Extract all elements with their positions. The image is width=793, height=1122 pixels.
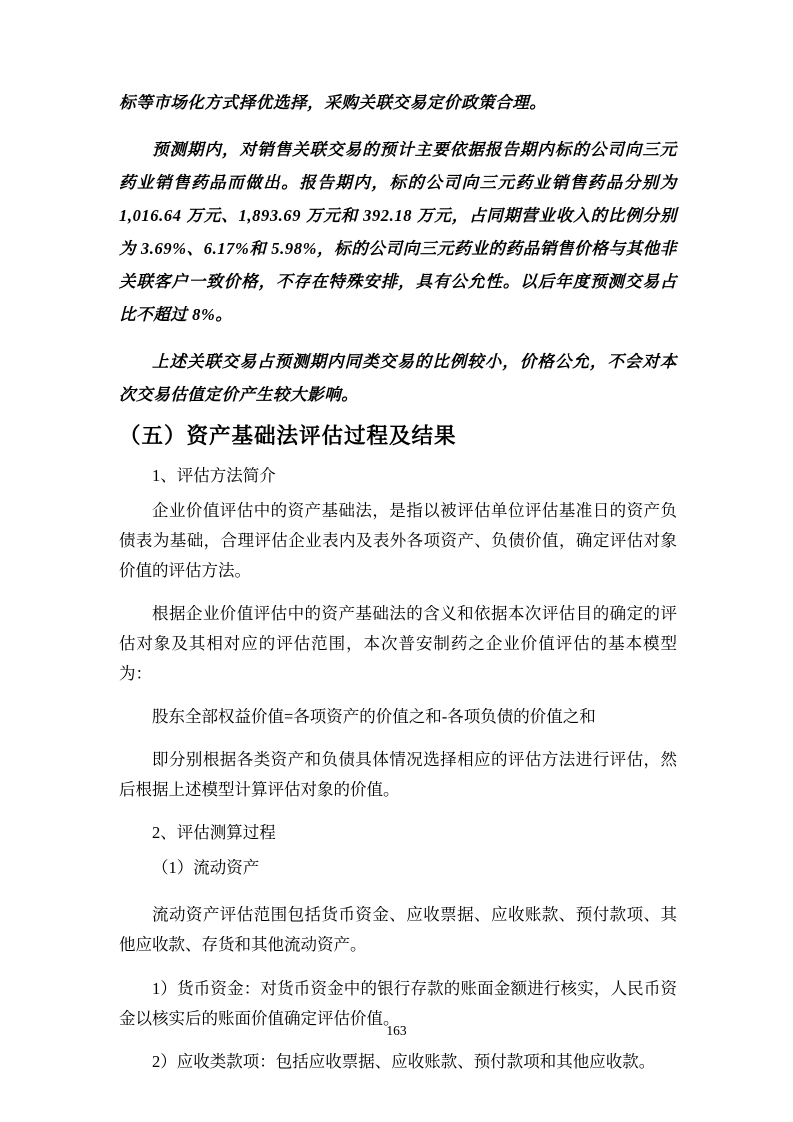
valuation-formula: 股东全部权益价值=各项资产的价值之和-各项负债的价值之和	[152, 707, 596, 726]
subheading-measurement-process: 2、评估测算过程	[152, 823, 276, 842]
paragraph-receivables: 2）应收类款项：包括应收票据、应收账款、预付款项和其他应收款。	[152, 1052, 656, 1071]
paragraph-method-definition: 企业价值评估中的资产基础法，是指以被评估单位评估基准日的资产负债表为基础，合理评估企业表内及表外各项资产、负债价值，确定评估对象价值的评估方法。	[119, 501, 677, 580]
paragraph-related-transactions-forecast: 预测期内，对销售关联交易的预计主要依据报告期内标的公司向三元药业销售药品而做出。报告期内，标的公司向三元药业销售药品分别为 1,016.64 万元、1,893.69 万元和 392.18 万元，占同期营业收入的比例分别为 3.69%、6.17%和 5.98%，标的公司向三元药业的药品销售价格与其他非关联客户一致价格，不存在特殊安排，具有公允性。以后年度预测交易占比不超过 8%。	[119, 140, 677, 324]
paragraph-related-transactions-conclusion: 上述关联交易占预测期内同类交易的比例较小，价格公允，不会对本次交易估值定价产生较大影响。	[119, 352, 677, 404]
subheading-method-introduction: 1、评估方法简介	[152, 466, 276, 485]
paragraph-continuation: 标等市场化方式择优选择，采购关联交易定价政策合理。	[119, 93, 547, 112]
paragraph-monetary-funds: 1）货币资金：对货币资金中的银行存款的账面金额进行核实，人民币资金以核实后的账面价值确定评估价值。	[119, 979, 677, 1028]
subheading-current-assets: （1）流动资产	[152, 858, 260, 877]
page-number: 163	[386, 1023, 407, 1038]
section-heading-asset-based-method: （五）资产基础法评估过程及结果	[119, 424, 457, 448]
paragraph-valuation-model-intro: 根据企业价值评估中的资产基础法的含义和依据本次评估目的确定的评估对象及其相对应的评估范围，本次普安制药之企业价值评估的基本模型为：	[119, 604, 677, 683]
paragraph-current-assets-scope: 流动资产评估范围包括货币资金、应收票据、应收账款、预付款项、其他应收款、存货和其他流动资产。	[119, 905, 677, 954]
paragraph-method-application: 即分别根据各类资产和负债具体情况选择相应的评估方法进行评估，然后根据上述模型计算评估对象的价值。	[119, 750, 677, 799]
